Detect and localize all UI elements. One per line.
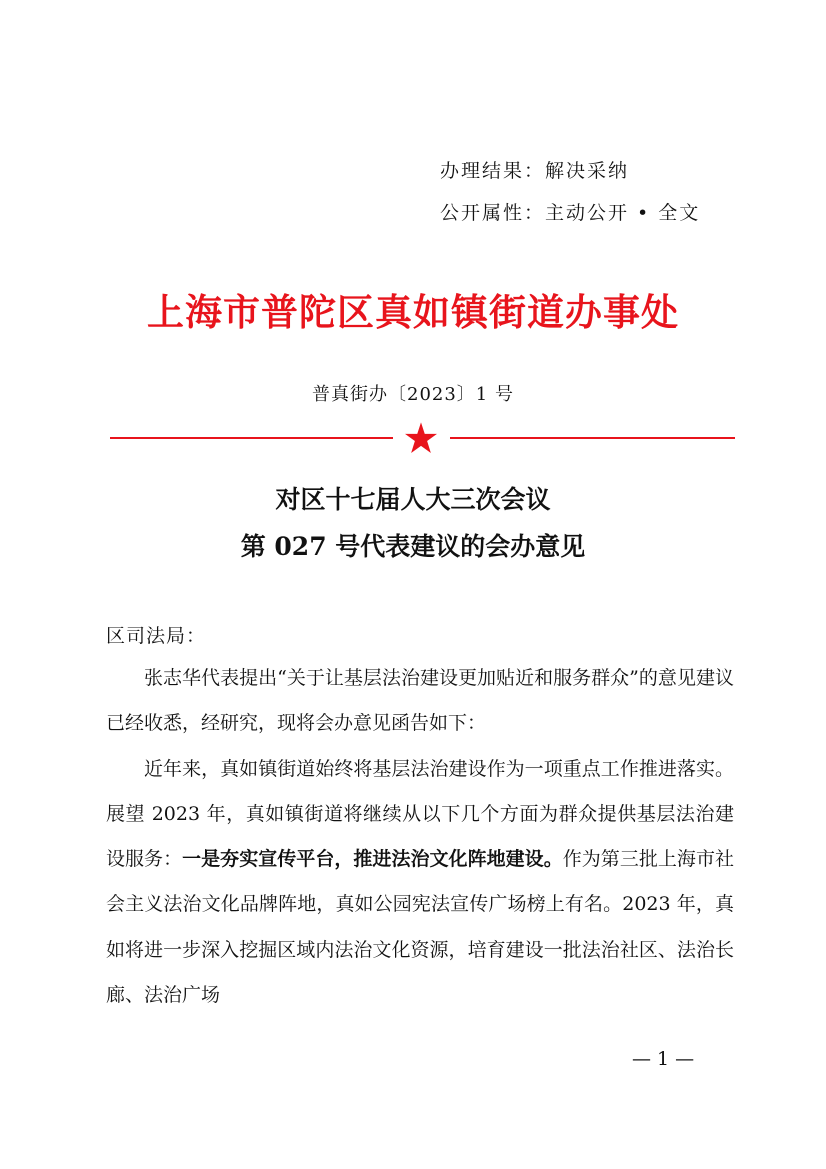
document-title-line1: 对区十七届人大三次会议 (275, 485, 551, 514)
paragraph-2-intro: 近年来，真如镇街道始终将基层法治建设作为一项重点工作推进落实。展望 2023 年，真如镇街道将继续从以下几个方面为群众提供基层法治建设服务： (106, 757, 734, 871)
page-number: — 1 — (632, 1048, 695, 1070)
issuing-organization: 上海市普陀区真如镇街道办事处 (147, 290, 679, 334)
paragraph-1: 张志华代表提出“关于让基层法治建设更加贴近和服务群众”的意见建议已经收悉，经研究，现将会办意见函告如下： (106, 667, 734, 735)
document-number: 普真街办〔2023〕1 号 (312, 384, 514, 405)
handling-result (440, 156, 629, 183)
paragraph-2-highlight: 一是夯实宣传平台，推进法治文化阵地建设。 (182, 848, 563, 871)
red-rule-left (110, 437, 393, 439)
disclosure-attribute-label: 公开属性： (440, 202, 546, 224)
document-body (106, 656, 734, 1018)
red-rule-right (450, 437, 735, 439)
handling-result-label: 办理结果： (440, 160, 546, 182)
disclosure-attribute-value: 主动公开 • 全文 (545, 202, 701, 224)
paragraph-2 (106, 747, 734, 1019)
star-icon (404, 421, 438, 455)
document-title-line2: 第 027 号代表建议的会办意见 (240, 532, 586, 561)
handling-result-value: 解决采纳 (545, 160, 630, 182)
recipient: 区司法局： (106, 625, 207, 647)
disclosure-attribute (440, 198, 700, 225)
paragraph-2-rest: 作为第三批上海市社会主义法治文化品牌阵地，真如公园宪法宣传广场榜上有名。2023 年，真如将进一步深入挖掘区域内法治文化资源，培育建设一批法治社区、法治长廊、法治广场 (106, 848, 734, 1007)
